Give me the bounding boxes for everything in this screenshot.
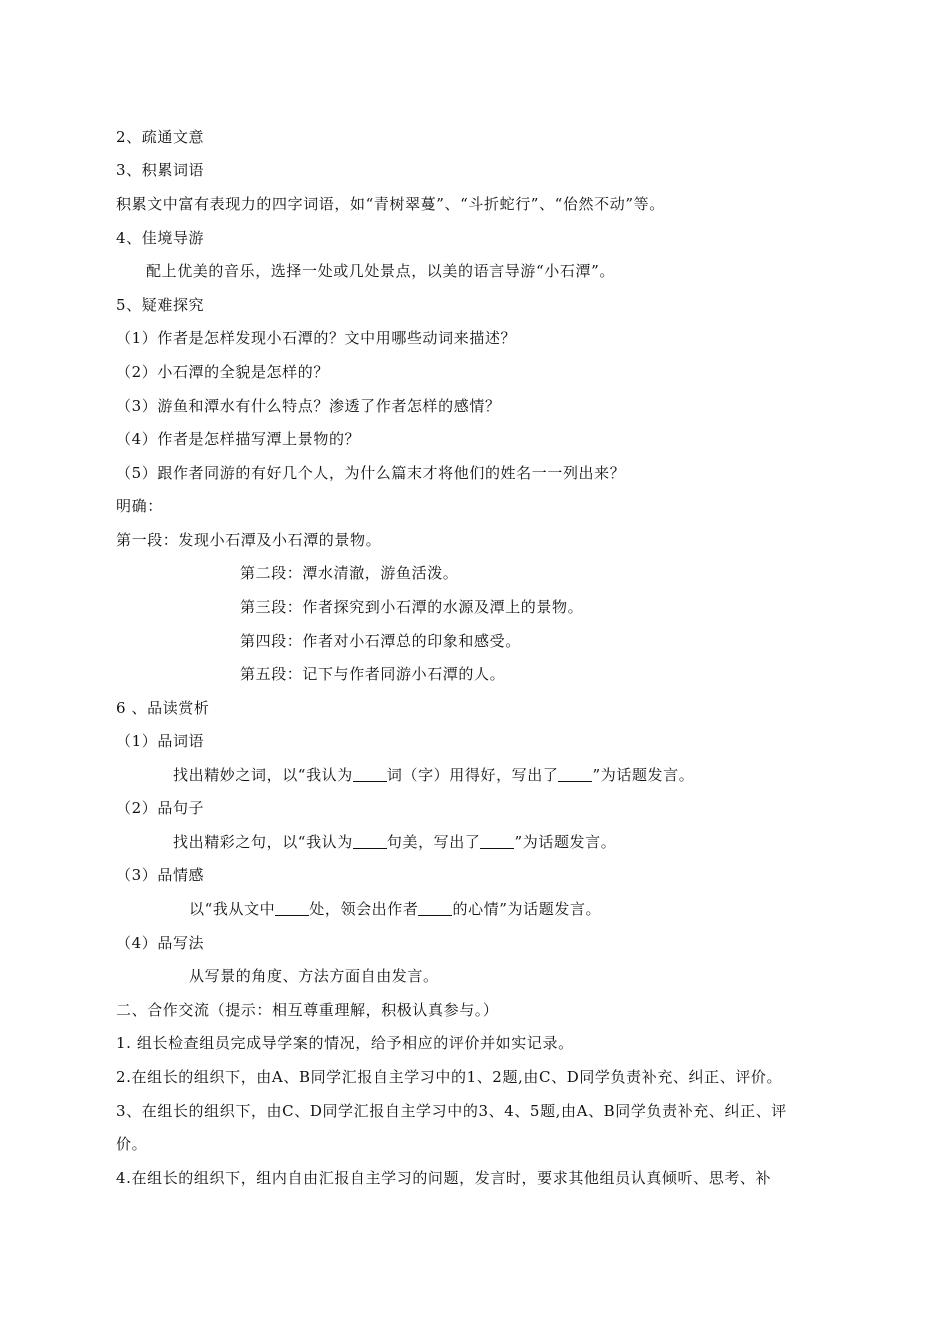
question-3: （3）游鱼和潭水有什么特点？渗透了作者怎样的感情？ [116,397,501,415]
prompt-writing: 从写景的角度、方法方面自由发言。 [189,967,439,985]
subheading-sentences: （2）品句子 [116,799,205,817]
subheading-writing: （4）品写法 [116,934,205,952]
question-4: （4）作者是怎样描写潭上景物的？ [116,430,361,448]
answer-para-4: 第四段：作者对小石潭总的印象和感受。 [240,632,521,650]
answer-para-3: 第三段：作者探究到小石潭的水源及潭上的景物。 [240,598,584,616]
paragraph-idioms: 积累文中富有表现力的四字词语，如“青树翠蔓”、“斗折蛇行”、“佁然不动”等。 [116,195,665,213]
heading-2: 2、疏通文意 [116,128,205,146]
prompt-words: 找出精妙之词，以“我认为 词（字）用得好，写出了 ”为话题发言。 [173,766,695,784]
fill-blank[interactable] [558,767,592,782]
task-4: 4.在组长的组织下，组内自由汇报自主学习的问题，发言时，要求其他组员认真倾听、思考、补 [116,1169,772,1187]
task-2: 2.在组长的组织下，由A、B同学汇报自主学习中的1、2题,由C、D同学负责补充、纠正、评价。 [116,1068,783,1086]
section-cooperation: 二、合作交流（提示：相互尊重理解，积极认真参与。） [116,1001,499,1019]
answer-para-5: 第五段：记下与作者同游小石潭的人。 [240,665,506,683]
fill-blank[interactable] [353,834,387,849]
heading-4: 4、佳境导游 [116,229,205,247]
question-1: （1）作者是怎样发现小石潭的？文中用哪些动词来描述？ [116,329,517,347]
paragraph-tour: 配上优美的音乐，选择一处或几处景点，以美的语言导游“小石潭”。 [146,262,615,280]
answer-para-2: 第二段：潭水清澈，游鱼活泼。 [240,564,459,582]
answer-label: 明确： [116,497,163,515]
task-1: 1. 组长检查组员完成导学案的情况，给予相应的评价并如实记录。 [116,1034,574,1052]
heading-5: 5、疑难探究 [116,296,205,314]
fill-blank[interactable] [275,901,309,916]
fill-blank[interactable] [418,901,452,916]
heading-6: 6 、品读赏析 [116,699,210,717]
fill-blank[interactable] [353,767,387,782]
question-5: （5）跟作者同游的有好几个人，为什么篇末才将他们的姓名一一列出来？ [116,464,626,482]
subheading-words: （1）品词语 [116,732,205,750]
fill-blank[interactable] [480,834,514,849]
task-3-continued: 价。 [116,1135,148,1153]
subheading-feelings: （3）品情感 [116,866,205,884]
question-2: （2）小石潭的全貌是怎样的？ [116,363,329,381]
task-3: 3、在组长的组织下，由C、D同学汇报自主学习中的3、4、5题,由A、B同学负责补充、纠正、评 [116,1102,787,1120]
prompt-feelings: 以“我从文中 处，领会出作者 的心情”为话题发言。 [189,900,602,918]
heading-3: 3、积累词语 [116,161,205,179]
prompt-sentences: 找出精彩之句，以“我认为 句美，写出了 ”为话题发言。 [173,833,617,851]
answer-para-1: 第一段：发现小石潭及小石潭的景物。 [116,531,382,549]
